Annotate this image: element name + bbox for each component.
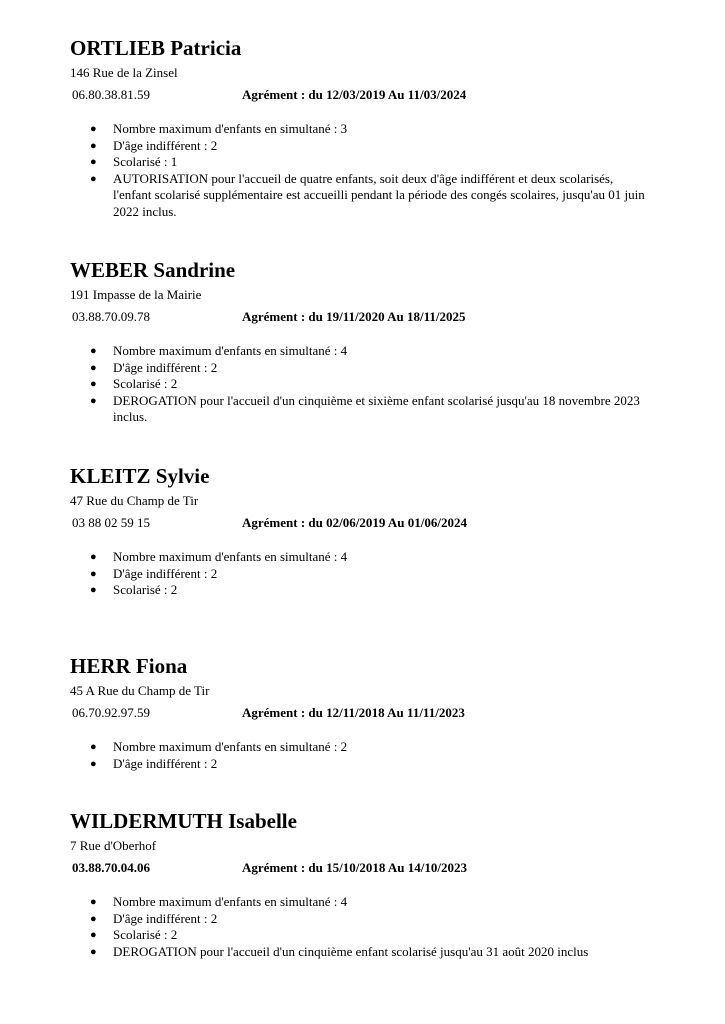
assistant-name: KLEITZ Sylvie bbox=[70, 464, 210, 488]
conditions-list bbox=[70, 739, 670, 772]
list-item: ● D'âge indifférent : 2 bbox=[90, 137, 218, 153]
list-item: ● Nombre maximum d'enfants en simultané : 4 bbox=[90, 894, 348, 909]
bullet-icon: ● bbox=[90, 156, 97, 169]
phone-number: 03.88.70.04.06 bbox=[72, 860, 150, 875]
list-item: ● D'âge indifférent : 2 bbox=[90, 359, 218, 375]
assistant-entry bbox=[70, 808, 670, 960]
agrement-period: Agrément : du 12/03/2019 Au 11/03/2024 bbox=[242, 87, 467, 102]
conditions-list bbox=[70, 343, 670, 426]
list-item: ● Nombre maximum d'enfants en simultané : 2 bbox=[90, 739, 348, 754]
assistant-entry bbox=[70, 463, 670, 599]
list-item: ● Nombre maximum d'enfants en simultané : 3 bbox=[90, 121, 348, 136]
agrement-period: Agrément : du 15/10/2018 Au 14/10/2023 bbox=[242, 860, 467, 875]
conditions-list bbox=[70, 121, 670, 221]
bullet-icon: ● bbox=[90, 123, 97, 135]
list-item: ● AUTORISATION pour l'accueil de quatre enfants, soit deux d'âge indifférent et deux scolarisés, l'enfant scolarisé supplémentaire est accueilli pendant la période des congés scolaires, jusqu'au 01 juin 2022 inclus. bbox=[90, 170, 645, 219]
list-item: ● Nombre maximum d'enfants en simultané : 4 bbox=[90, 343, 348, 358]
assistant-address: 191 Impasse de la Mairie bbox=[70, 287, 202, 302]
assistant-name: WILDERMUTH Isabelle bbox=[70, 809, 297, 833]
list-item: ● D'âge indifférent : 2 bbox=[90, 565, 218, 581]
assistant-entry bbox=[70, 35, 670, 221]
conditions-list bbox=[70, 549, 670, 599]
assistant-address: 45 A Rue du Champ de Tir bbox=[70, 683, 210, 698]
bullet-icon: ● bbox=[90, 551, 97, 563]
bullet-icon: ● bbox=[90, 945, 97, 958]
contact-row bbox=[70, 515, 670, 533]
assistant-name: ORTLIEB Patricia bbox=[70, 36, 242, 60]
bullet-icon: ● bbox=[90, 741, 97, 753]
contact-row bbox=[70, 87, 670, 105]
list-item: ● Nombre maximum d'enfants en simultané : 4 bbox=[90, 549, 348, 564]
assistant-name: WEBER Sandrine bbox=[70, 258, 236, 282]
phone-number: 03 88 02 59 15 bbox=[72, 515, 150, 530]
assistant-address: 146 Rue de la Zinsel bbox=[70, 65, 178, 80]
bullet-icon: ● bbox=[90, 757, 97, 770]
bullet-icon: ● bbox=[90, 378, 97, 391]
list-item: ● Scolarisé : 1 bbox=[90, 154, 178, 170]
assistant-name: HERR Fiona bbox=[70, 654, 188, 678]
assistant-entry bbox=[70, 653, 670, 772]
list-item: ● DEROGATION pour l'accueil d'un cinquième enfant scolarisé jusqu'au 31 août 2020 inclus bbox=[90, 943, 589, 959]
phone-number: 03.88.70.09.78 bbox=[72, 309, 150, 324]
assistant-address: 7 Rue d'Oberhof bbox=[70, 838, 157, 853]
list-item: ● Scolarisé : 2 bbox=[90, 582, 178, 598]
agrement-period: Agrément : du 19/11/2020 Au 18/11/2025 bbox=[242, 309, 466, 324]
list-item: ● DEROGATION pour l'accueil d'un cinquième et sixième enfant scolarisé jusqu'au 18 novembre 2023 inclus. bbox=[90, 392, 640, 425]
assistant-address: 47 Rue du Champ de Tir bbox=[70, 493, 199, 508]
bullet-icon: ● bbox=[90, 929, 97, 942]
bullet-icon: ● bbox=[90, 912, 97, 925]
contact-row bbox=[70, 309, 670, 327]
list-item: ● Scolarisé : 2 bbox=[90, 376, 178, 392]
bullet-icon: ● bbox=[90, 345, 97, 357]
conditions-list bbox=[70, 894, 670, 960]
phone-number: 06.80.38.81.59 bbox=[72, 87, 150, 102]
bullet-icon: ● bbox=[90, 361, 97, 374]
phone-number: 06.70.92.97.59 bbox=[72, 705, 150, 720]
bullet-icon: ● bbox=[90, 896, 97, 908]
list-item: ● Scolarisé : 2 bbox=[90, 927, 178, 943]
contact-row bbox=[70, 860, 670, 878]
agrement-period: Agrément : du 12/11/2018 Au 11/11/2023 bbox=[242, 705, 465, 720]
bullet-icon: ● bbox=[90, 584, 97, 597]
contact-row bbox=[70, 705, 670, 723]
list-item: ● D'âge indifférent : 2 bbox=[90, 755, 218, 771]
bullet-icon: ● bbox=[90, 394, 97, 407]
bullet-icon: ● bbox=[90, 567, 97, 580]
list-item: ● D'âge indifférent : 2 bbox=[90, 910, 218, 926]
bullet-icon: ● bbox=[90, 172, 97, 185]
assistant-entry bbox=[70, 257, 670, 426]
agrement-period: Agrément : du 02/06/2019 Au 01/06/2024 bbox=[242, 515, 467, 530]
bullet-icon: ● bbox=[90, 139, 97, 152]
